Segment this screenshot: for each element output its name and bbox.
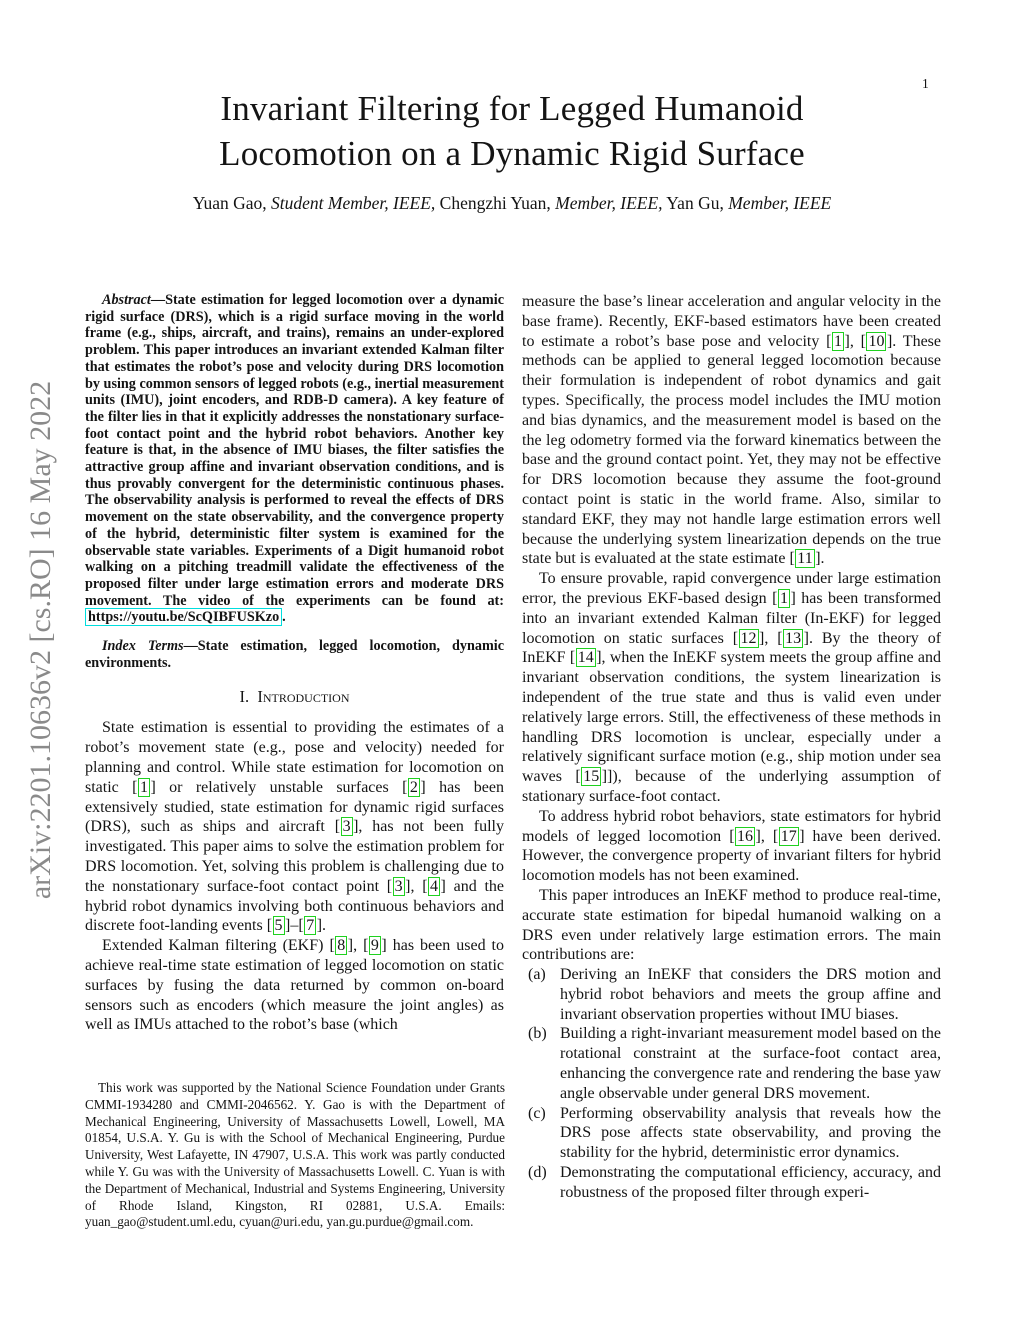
citation-ref[interactable]: 5	[274, 917, 283, 935]
contribution-text-b: Building a right-invariant measurement model based on the rotational constraint at the surface-foot contact area, enhancing the convergence rate and rendering the base yaw angle observable under general DRS movement.	[560, 1025, 941, 1102]
citation-ref[interactable]: 16	[737, 827, 754, 845]
citation-ref[interactable]: 1	[833, 332, 842, 350]
citation-ref[interactable]: 12	[740, 629, 757, 647]
video-link[interactable]: https://youtu.be/ScQIBFUSKzo	[85, 608, 282, 626]
contribution-label-b: (b)	[528, 1025, 547, 1043]
contribution-label-a: (a)	[528, 966, 546, 984]
right-column	[522, 292, 941, 1203]
citation-ref[interactable]: 8	[337, 937, 346, 955]
contribution-item-d	[528, 1163, 941, 1203]
index-terms-paragraph: Index Terms—State estimation, legged locomotion, dynamic environments.	[85, 638, 505, 671]
citation-ref[interactable]: 3	[342, 818, 351, 836]
italic-text: Abstract	[102, 292, 151, 308]
citation-ref[interactable]: 4	[430, 877, 439, 895]
paper-title-line2: Locomotion on a Dynamic Rigid Surface	[219, 134, 805, 173]
contributions-list	[522, 965, 941, 1203]
italic-text: Member, IEEE	[728, 193, 832, 213]
citation-ref[interactable]: 7	[306, 917, 315, 935]
citation-ref[interactable]: 13	[785, 629, 802, 647]
abstract-paragraph: Abstract—State estimation for legged locomotion over a dynamic rigid surface (DRS), which is a rigid surface moving in the world frame (e.g., ships, aircraft, and trains), remains an under-explored problem. This paper introduces an invariant extended Kalman filter that estimates the robot’s pose and velocity during DRS locomotion by using common sensors of legged robots (e.g., inertial measurement units (IMU), joint encoders, and RDB-D camera). A key feature of the filter lies in that it explicitly addresses the nonstationary surface-foot contact point and the hybrid robot behaviors. Another key feature is that, in the absence of IMU biases, the filter satisfies the attractive group affine and invariant observation conditions, and is thus provably convergent for the deterministic continuous phases. The observability analysis is performed to reveal the effects of DRS movement on the state observability, and the convergence property of the hybrid, deterministic filter system is examined for the observable state variables. Experiments of a Digit humanoid robot walking on a pitching treadmill validate the effectiveness of the proposed filter under large estimation errors and moderate DRS movement. The video of the experiments can be found at: https://youtu.be/ScQIBFUSKzo .	[85, 292, 504, 626]
author-line: Yuan Gao, Student Member, IEEE, Chengzhi Yuan, Member, IEEE, Yan Gu, Member, IEEE	[192, 193, 832, 213]
intro-paragraph-1: State estimation is essential to providing the estimates of a robot’s movement state (e.g., pose and velocity) needed for planning and control. While state estimation for locomotion on static [ 1 ] or relatively unstable surfaces [ 2 ] has been extensively studied, state estimation for dynamic rigid surfaces (DRS), such as ships and aircraft [ 3 ], has not been fully investigated. This paper aims to solve the estimation problem for DRS locomotion. Yet, solving this problem is challenging due to the nonstationary surface-foot contact point [ 3 ], [ 4 ] and the hybrid robot dynamics involving both continuous behaviors and discrete foot-landing events [ 5 ]–[ 7 ].	[85, 719, 505, 935]
left-column	[85, 292, 504, 1203]
paper-title-line1: Invariant Filtering for Legged Humanoid	[220, 89, 804, 128]
italic-text: Index Terms	[102, 638, 184, 655]
contribution-text-d: Demonstrating the computational efficiency, accuracy, and robustness of the proposed filter through experi-	[560, 1164, 941, 1201]
citation-ref[interactable]: 2	[409, 778, 418, 796]
citation-ref[interactable]: 17	[780, 827, 797, 845]
right-paragraph-4: This paper introduces an InEKF method to produce real-time, accurate state estimation for bipedal humanoid walking on a DRS even under relatively large estimation errors. The main contributions are:	[522, 886, 941, 964]
section-heading-introduction	[85, 687, 504, 707]
right-paragraph-3: To address hybrid robot behaviors, state estimators for hybrid models of legged locomotion [ 16 ], [ 17 ] have been derived. However, the convergence property of invariant filters for hybrid locomotion models has not been examined.	[522, 807, 941, 885]
contribution-label-c: (c)	[528, 1104, 546, 1122]
contribution-item-a	[528, 965, 941, 1024]
title-block	[0, 86, 1024, 214]
citation-ref[interactable]: 10	[868, 332, 885, 350]
citation-ref[interactable]: 3	[394, 877, 403, 895]
page-number: 1	[922, 76, 929, 91]
italic-text: Member, IEEE,	[555, 193, 663, 213]
section-number: I.	[239, 687, 250, 707]
citation-ref[interactable]: 14	[577, 649, 594, 667]
contribution-label-d: (d)	[528, 1164, 547, 1182]
contribution-text-a: Deriving an InEKF that considers the DRS motion and hybrid robot behaviors and meets the group affine and invariant observation properties without IMU biases.	[560, 966, 941, 1023]
citation-ref[interactable]: 11	[797, 550, 813, 568]
paper-title	[0, 86, 1024, 176]
right-paragraph-1: measure the base’s linear acceleration and angular velocity in the base frame). Recently, EKF-based estimators have been created to estimate a robot’s base pose and velocity [ 1 ], [ 10 ]. These methods can be applied to general legged locomotion because their formulation is independent of robot dynamics and gait types. Specifically, the process model includes the IMU motion and bias dynamics, and the measurement model is based on the the leg odometry formed via the forward kinematics between the base and the ground contact point. Yet, they may not be effective for DRS locomotion because they assume the foot-ground contact point is static in the world frame. Also, similar to standard EKF, they may not handle large estimation errors well because the underlying system linearization depends on the true state but is evaluated at the state estimate [ 11 ].	[522, 293, 942, 568]
contribution-text-c: Performing observability analysis that reveals how the DRS pose affects state observability, and proving the stability for the hybrid, deterministic error dynamics.	[560, 1104, 941, 1162]
citation-ref[interactable]: 15	[583, 768, 600, 786]
citation-ref[interactable]: 9	[370, 937, 379, 955]
two-column-body	[85, 292, 941, 1203]
citation-ref[interactable]: 1	[139, 778, 148, 796]
contribution-item-c	[528, 1104, 941, 1163]
arxiv-sidebar-label: arXiv:2201.10636v2 [cs.RO] 16 May 2022	[24, 380, 57, 900]
intro-paragraph-2: Extended Kalman filtering (EKF) [ 8 ], [ 9 ] has been used to achieve real-time state estimation of legged locomotion on static surfaces by fusing the data returned by common on-board sensors such as encoders (which measure the joint angles) as well as IMUs attached to the robot’s base (which	[85, 937, 504, 1034]
author-affiliations-footnote: This work was supported by the National Science Foundation under Grants CMMI-1934280 and CMMI-2046562. Y. Gao is with the Department of Mechanical Engineering, University of Massachusetts Lowell, Lowell, MA 01854, U.S.A. Y. Gu is with the School of Mechanical Engineering, Purdue University, West Lafayette, IN 47907, U.S.A. This work was partly conducted while Y. Gu was with the University of Massachusetts Lowell. C. Yuan is with the Department of Mechanical, Industrial and Systems Engineering, University of Rhode Island, Kingston, RI 02881, U.S.A. Emails: yuan_gao@student.uml.edu, cyuan@uri.edu, yan.gu.purdue@gmail.com.	[85, 1080, 505, 1230]
citation-ref[interactable]: 1	[779, 589, 788, 607]
contribution-item-b	[528, 1024, 941, 1103]
section-title: Introduction	[257, 687, 350, 707]
right-paragraph-2: To ensure provable, rapid convergence under large estimation error, the previous EKF-based design [ 1 ] has been transformed into an invariant extended Kalman filter (In-EKF) for legged locomotion on static surfaces [ 12 ], [ 13 ]. By the theory of InEKF [ 14 ], when the InEKF system meets the group affine and invariant observation conditions, the system linearization is independent of the true state and thus is valid even under relatively large errors. Still, the effectiveness of these methods in handling DRS locomotion is unclear, especially under a relatively significant surface motion (e.g., ship motion under sea waves [ 15 ]]), because of the underlying assumption of stationary surface-foot contact.	[522, 570, 942, 805]
italic-text: Student Member, IEEE,	[271, 193, 436, 213]
